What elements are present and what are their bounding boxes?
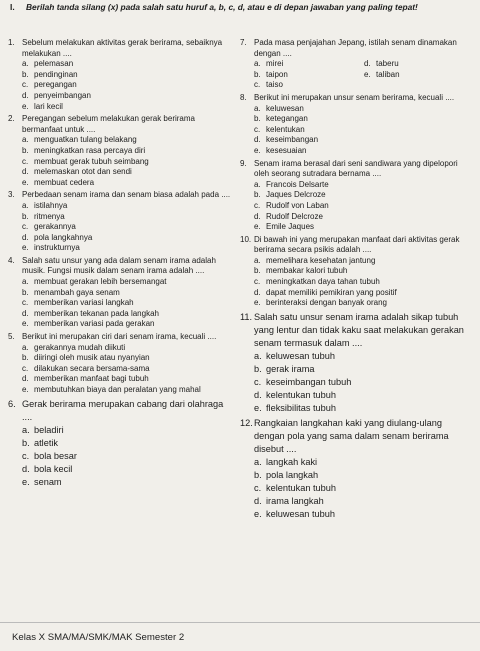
option-letter: d. (254, 135, 261, 145)
option-letter: e. (254, 298, 261, 308)
option[interactable] (254, 495, 474, 508)
option-letter: b. (254, 69, 261, 79)
option-letter: d. (254, 389, 262, 400)
option[interactable] (22, 424, 232, 437)
option-letter: e. (22, 385, 29, 394)
option[interactable] (254, 135, 474, 146)
question-number: 12. (240, 417, 253, 428)
option-text: pola langkah (266, 469, 319, 480)
option-text: taiso (266, 80, 283, 90)
question-number: 2. (8, 114, 15, 124)
option-letter: e. (22, 177, 29, 187)
option[interactable] (22, 212, 232, 223)
option-text: taipon (266, 69, 288, 79)
option[interactable] (22, 437, 232, 450)
question-stem: Berikut ini merupakan ciri dari senam irama, kecuali .... (22, 332, 217, 342)
question-number: 9. (240, 158, 247, 168)
option-text: atletik (34, 437, 59, 448)
question-stem: Peregangan sebelum melakukan gerak berirama bermanfaat untuk .... (22, 114, 195, 134)
question-number: 11. (240, 311, 253, 322)
option-letter: e. (22, 319, 29, 329)
option-text: peregangan (34, 80, 77, 90)
option[interactable] (254, 350, 474, 363)
option-letter: c. (22, 222, 29, 232)
option-text: keseimbangan tubuh (266, 376, 352, 387)
option[interactable] (22, 102, 232, 113)
option-text: memberikan variasi pada gerakan (34, 319, 155, 329)
option[interactable] (254, 389, 474, 402)
option-text: Jaques Delcroze (266, 190, 326, 200)
option-letter: d. (22, 232, 29, 242)
option[interactable] (22, 91, 232, 102)
option-letter: e. (254, 145, 261, 155)
option-text: membuat gerak tubuh seimbang (34, 156, 149, 166)
question-6 (6, 398, 232, 489)
option[interactable] (22, 233, 232, 244)
question-stem: Salah satu unsur senam irama adalah sikap tubuh yang lentur dan tidak kaku saat melakukan gerakan senam termasuk dalam .... (254, 311, 464, 348)
option-letter: d. (254, 287, 261, 297)
option[interactable] (22, 450, 232, 463)
option-text: pelemasan (34, 59, 74, 69)
option[interactable] (22, 343, 232, 354)
option-text: pendinginan (34, 69, 78, 79)
option-text: penyeimbangan (34, 90, 91, 100)
option-letter: e. (22, 243, 29, 253)
option-letter: e. (22, 101, 29, 111)
option-text: senam (34, 476, 62, 487)
question-number: 1. (8, 38, 15, 47)
question-stem: Perbedaan senam irama dan senam biasa adalah pada .... (22, 190, 231, 200)
question-11 (238, 311, 474, 415)
question-stem: Berikut ini merupakan unsur senam berirama, kecuali .... (254, 92, 455, 102)
right-column (238, 38, 474, 523)
option-letter: b. (254, 363, 262, 374)
option-text: instrukturnya (34, 243, 80, 253)
option-letter: a. (22, 135, 29, 145)
option-letter: a. (22, 277, 29, 287)
option[interactable] (254, 482, 474, 495)
option[interactable] (254, 70, 364, 81)
option[interactable] (22, 277, 232, 288)
option-letter: d. (254, 495, 262, 506)
option-letter: e. (364, 69, 371, 79)
question-number: 8. (240, 92, 247, 102)
option-text: memberikan tekanan pada langkah (34, 308, 159, 318)
option-letter: d. (22, 463, 30, 474)
option[interactable] (22, 178, 232, 189)
option-text: Rudolf Delcroze (266, 211, 323, 221)
question-8 (238, 93, 474, 157)
question-number: 7. (240, 38, 247, 47)
option-text: taberu (376, 59, 399, 69)
option[interactable] (254, 222, 474, 233)
option[interactable] (254, 376, 474, 389)
option-letter: e. (254, 402, 262, 413)
option[interactable] (254, 266, 474, 277)
option[interactable] (22, 157, 232, 168)
option-letter: b. (254, 266, 261, 276)
option[interactable] (22, 385, 232, 396)
question-number: 3. (8, 190, 15, 200)
option-text: beladiri (34, 424, 64, 435)
option-text: pola langkahnya (34, 232, 93, 242)
option[interactable] (364, 70, 474, 81)
option-letter: b. (254, 469, 262, 480)
question-number: 4. (8, 255, 15, 265)
option-letter: c. (22, 363, 29, 373)
option[interactable] (22, 374, 232, 385)
option[interactable] (254, 456, 474, 469)
option-letter: b. (22, 211, 29, 221)
option-text: gerak irama (266, 363, 315, 374)
option[interactable] (22, 476, 232, 489)
option-letter: c. (254, 124, 261, 134)
option-letter: a. (254, 255, 261, 265)
option-letter: b. (22, 353, 29, 363)
option-letter: c. (254, 200, 261, 210)
option-text: dapat memiliki pemikiran yang positif (266, 287, 397, 297)
option[interactable] (254, 298, 474, 309)
option[interactable] (254, 201, 474, 212)
option-text: meningkatkan rasa percaya diri (34, 145, 146, 155)
option-text: membutuhkan biaya dan peralatan yang mahal (34, 385, 201, 394)
option[interactable] (254, 212, 474, 223)
option-text: ketegangan (266, 114, 308, 124)
option-text: dilakukan secara bersama-sama (34, 363, 150, 373)
option-text: menguatkan tulang belakang (34, 135, 137, 145)
option-letter: a. (254, 103, 261, 113)
question-2 (6, 114, 232, 188)
option-text: fleksibilitas tubuh (266, 402, 336, 413)
option[interactable] (22, 298, 232, 309)
option-letter: d. (22, 308, 29, 318)
option-text: kelentukan tubuh (266, 482, 336, 493)
question-number: 5. (8, 332, 15, 342)
option-letter: a. (22, 59, 29, 69)
option-letter: e. (254, 508, 262, 519)
option-text: taliban (376, 69, 400, 79)
option-text: membuat gerakan lebih bersemangat (34, 277, 167, 287)
question-4 (6, 256, 232, 330)
option-text: ritmenya (34, 211, 65, 221)
question-stem: Sebelum melakukan aktivitas gerak berirama, sebaiknya melakukan .... (22, 38, 223, 58)
option-letter: b. (22, 145, 29, 155)
option-text: kelentukan (266, 124, 305, 134)
option-text: membuat cedera (34, 177, 95, 187)
option-text: langkah kaki (266, 456, 318, 467)
option[interactable] (22, 80, 232, 91)
option-letter: e. (254, 222, 261, 232)
instruction-text: Berilah tanda silang (x) pada salah satu huruf a, b, c, d, atau e di depan jawaban yang paling tepat! (26, 2, 418, 12)
option[interactable] (254, 80, 364, 91)
option-letter: d. (22, 167, 29, 177)
option-letter: c. (22, 80, 29, 90)
instruction-number: I. (10, 2, 15, 12)
option-letter: a. (254, 59, 261, 69)
option[interactable] (22, 167, 232, 178)
option-text: keseimbangan (266, 135, 319, 145)
option[interactable] (22, 463, 232, 476)
option[interactable] (22, 309, 232, 320)
option-letter: a. (22, 342, 29, 352)
option[interactable] (22, 222, 232, 233)
option-letter: a. (254, 350, 262, 361)
option[interactable] (254, 104, 474, 115)
option-text: bola besar (34, 450, 77, 461)
option-text: keluwesan (266, 103, 304, 113)
option[interactable] (254, 469, 474, 482)
option-letter: e. (22, 476, 30, 487)
option-text: meningkatkan daya tahan tubuh (266, 277, 380, 287)
option-letter: d. (254, 211, 261, 221)
option[interactable] (22, 59, 232, 70)
option[interactable] (254, 277, 474, 288)
option-letter: c. (254, 482, 262, 493)
question-12 (238, 417, 474, 521)
question-stem: Gerak berirama merupakan cabang dari olahraga .... (22, 398, 224, 422)
option-text: bola kecil (34, 463, 73, 474)
option-letter: a. (22, 424, 30, 435)
question-10 (238, 235, 474, 309)
instruction (10, 2, 475, 13)
option[interactable] (22, 146, 232, 157)
page-footer: Kelas X SMA/MA/SMK/MAK Semester 2 (12, 632, 185, 643)
option-letter: a. (254, 179, 261, 189)
option-text: gerakannya mudah diikuti (34, 342, 126, 352)
option[interactable] (254, 59, 364, 70)
option-text: keluwesan tubuh (266, 508, 335, 519)
option[interactable] (22, 319, 232, 330)
left-column (6, 38, 232, 491)
question-9 (238, 159, 474, 233)
option-text: diiringi oleh musik atau nyanyian (34, 353, 150, 363)
option-letter: d. (22, 374, 29, 384)
option-text: membakar kalori tubuh (266, 266, 348, 276)
option-text: kesesuaian (266, 145, 307, 155)
option[interactable] (22, 201, 232, 212)
option[interactable] (254, 125, 474, 136)
option-letter: a. (22, 200, 29, 210)
option[interactable] (254, 508, 474, 521)
option[interactable] (254, 190, 474, 201)
option[interactable] (254, 114, 474, 125)
option[interactable] (364, 59, 474, 70)
option-text: kelentukan tubuh (266, 389, 336, 400)
option[interactable] (254, 146, 474, 157)
option-letter: b. (22, 287, 29, 297)
option[interactable] (22, 288, 232, 299)
option-text: lari kecil (34, 101, 63, 111)
option-text: menambah gaya senam (34, 287, 120, 297)
option[interactable] (254, 288, 474, 299)
option-letter: a. (254, 456, 262, 467)
option[interactable] (254, 402, 474, 415)
question-7 (238, 38, 474, 91)
footer-divider (0, 622, 480, 623)
option-text: melemaskan otot dan sendi (34, 167, 132, 177)
option-text: Emile Jaques (266, 222, 315, 232)
option-text: Rudolf von Laban (266, 200, 329, 210)
question-stem: Rangkaian langkahan kaki yang diulang-ulang dengan pola yang sama dalam senam berirama disebut .... (254, 417, 449, 454)
option[interactable] (22, 353, 232, 364)
option-letter: b. (22, 69, 29, 79)
option[interactable] (22, 70, 232, 81)
question-number: 10. (240, 234, 252, 244)
option[interactable] (22, 364, 232, 375)
option-text: berinteraksi dengan banyak orang (266, 298, 387, 308)
question-3 (6, 190, 232, 254)
option-text: Francois Delsarte (266, 179, 329, 189)
question-1 (6, 38, 232, 112)
question-stem: Salah satu unsur yang ada dalam senam irama adalah musik. Fungsi musik dalam senam irama adalah .... (22, 255, 216, 276)
option-text: irama langkah (266, 495, 324, 506)
question-stem: Pada masa penjajahan Jepang, istilah senam dinamakan dengan .... (254, 38, 457, 58)
option-letter: c. (22, 298, 29, 308)
option-letter: c. (254, 277, 261, 287)
option[interactable] (254, 363, 474, 376)
option[interactable] (22, 243, 232, 254)
option-text: mirei (266, 59, 284, 69)
option-text: memelihara kesehatan jantung (266, 255, 376, 265)
option-letter: b. (22, 437, 30, 448)
option-letter: c. (254, 376, 262, 387)
option[interactable] (22, 135, 232, 146)
option-letter: d. (22, 90, 29, 100)
question-number: 6. (8, 398, 16, 409)
option-letter: c. (254, 80, 261, 90)
question-stem: Senam irama berasal dari seni sandiwara yang dipelopori oleh seorang sutradara bernama .... (254, 158, 458, 179)
question-stem: Di bawah ini yang merupakan manfaat dari aktivitas gerak berirama secara psikis adalah .... (254, 234, 460, 255)
option-text: istilahnya (34, 200, 68, 210)
option-text: keluwesan tubuh (266, 350, 335, 361)
option-letter: d. (364, 59, 371, 69)
option-text: memberikan variasi langkah (34, 298, 134, 308)
option[interactable] (254, 256, 474, 267)
option-text: gerakannya (34, 222, 76, 232)
option-letter: b. (254, 190, 261, 200)
option-text: memberikan manfaat bagi tubuh (34, 374, 149, 384)
option[interactable] (254, 180, 474, 191)
option-letter: c. (22, 156, 29, 166)
question-5 (6, 332, 232, 396)
option-letter: c. (22, 450, 30, 461)
option-letter: b. (254, 114, 261, 124)
